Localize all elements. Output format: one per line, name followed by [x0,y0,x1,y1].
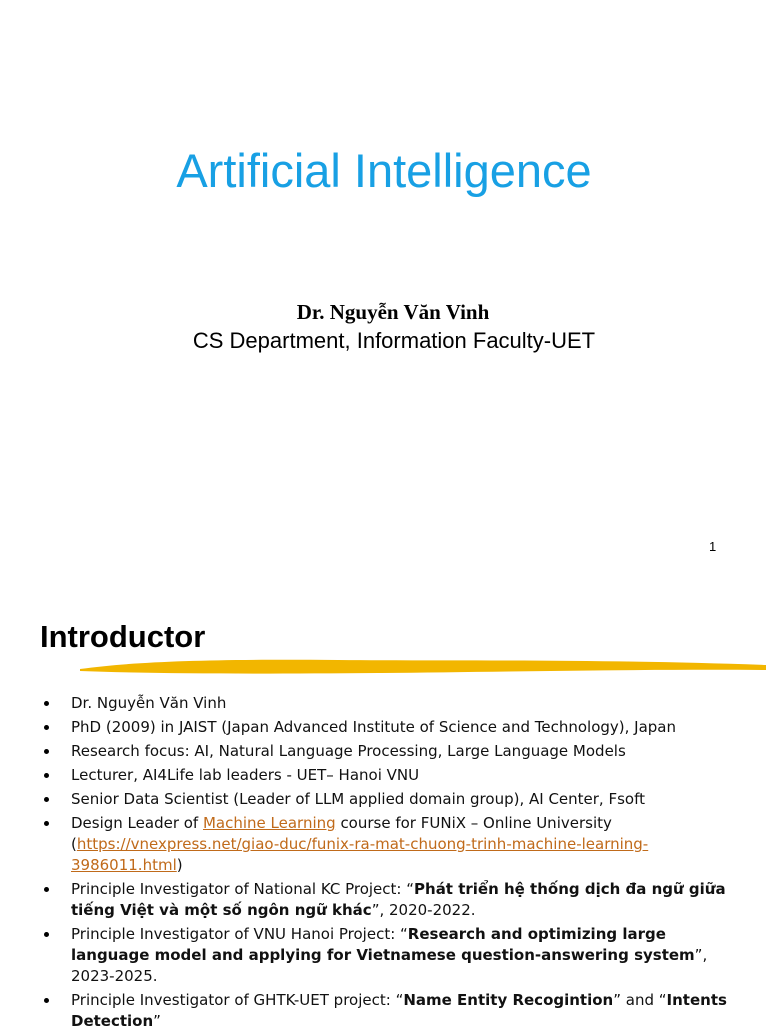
list-item [42,789,732,810]
bullet-icon [44,701,49,706]
bullet-icon [44,797,49,802]
bullet-text: PhD (2009) in JAIST (Japan Advanced Institute of Science and Technology), Japan [71,718,677,736]
bullet-icon [44,749,49,754]
author-name: Dr. Nguyễn Văn Vinh [296,300,490,324]
bullet-text: Lecturer, AI4Life lab leaders - UET– Hanoi VNU [71,766,420,784]
list-item [42,741,732,762]
slide-2 [0,576,768,1030]
project-title: Phát triển hệ thống dịch đa ngữ giữa tiếng Việt và một số ngôn ngữ khác [71,880,726,919]
bullet-icon [44,725,49,730]
list-item [42,765,732,786]
bullet-text-prefix: Design Leader of [71,814,203,832]
brush-stroke-underline [78,655,768,679]
bullet-text-prefix: Principle Investigator of GHTK-UET project: “ [71,991,404,1009]
bullet-icon [44,773,49,778]
project-title: Name Entity Recogintion [403,991,614,1009]
bullet-icon [44,998,49,1003]
list-item [42,813,732,876]
list-item [42,717,732,738]
bullet-text-suffix: ”, 2020-2022. [371,901,476,919]
bullet-list [42,693,732,1035]
bullet-icon [44,821,49,826]
page-number: 1 [709,539,717,554]
list-item [42,693,732,714]
bullet-text-middle: course for FUNiX – Online University ( [71,814,612,853]
vnexpress-article-link[interactable]: https://vnexpress.net/giao-duc/funix-ra-mat-chuong-trinh-machine-learning-3986011.html [71,835,649,874]
department: CS Department, Information Faculty-UET [192,328,596,353]
bullet-text-prefix: Principle Investigator of National KC Project: “ [71,880,415,898]
project-title: Research and optimizing large language model and applying for Vietnamese question-answering system [71,925,695,964]
slide-title: Artificial Intelligence [176,144,592,197]
bullet-text: Dr. Nguyễn Văn Vinh [71,694,227,712]
bullet-icon [44,932,49,937]
bullet-text-suffix: ”, 2023-2025. [71,946,708,985]
bullet-text-middle: ” and “ [613,991,667,1009]
bullet-icon [44,887,49,892]
section-title: Introductor [40,619,206,654]
bullet-text-suffix: ” [153,1012,161,1030]
bullet-text-prefix: Principle Investigator of VNU Hanoi Project: “ [71,925,408,943]
list-item [42,990,732,1032]
bullet-text: Senior Data Scientist (Leader of LLM applied domain group), AI Center, Fsoft [71,790,645,808]
list-item [42,924,732,987]
project-title: Intents Detection [71,991,727,1030]
bullet-text: Research focus: AI, Natural Language Processing, Large Language Models [71,742,626,760]
machine-learning-link[interactable]: Machine Learning [202,814,336,832]
list-item [42,879,732,921]
bullet-text-suffix: ) [176,856,183,874]
